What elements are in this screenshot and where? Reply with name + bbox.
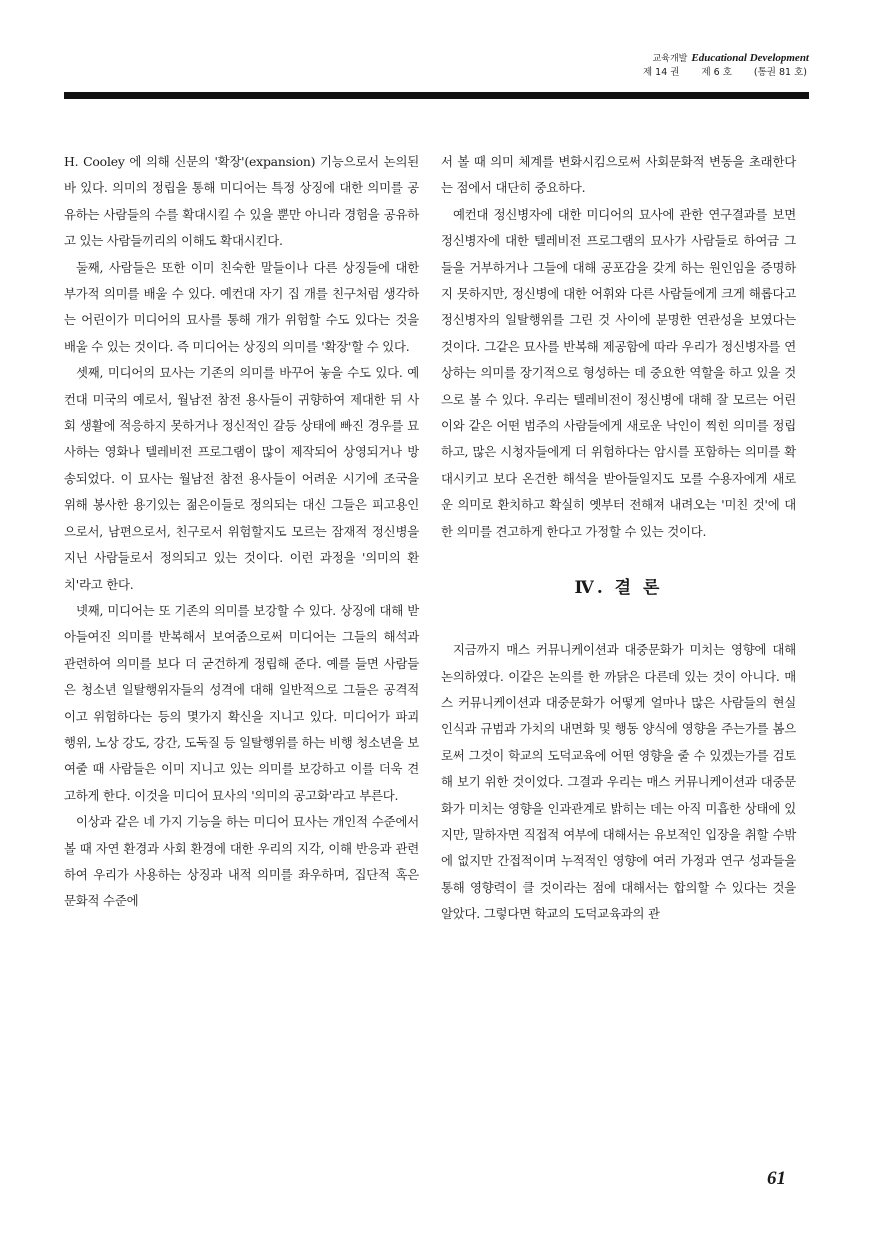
running-header xyxy=(0,0,869,100)
issue-info xyxy=(643,67,807,79)
paragraph: 셋째, 미디어의 묘사는 기존의 의미를 바꾸어 놓을 수도 있다. 예컨대 미국의 예로서, 월남전 참전 용사들이 귀향하여 제대한 뒤 사회 생활에 적응하지 못하거나 정신적인 갈등 상태에 빠진 경우를 묘사하는 영화나 텔레비전 프로그램이 많이 제작되어 상영되거나 방송되었다. 이 묘사는 월남전 참전 용사들이 어려운 시기에 조국을 위해 봉사한 용기있는 젊은이들로 정의되는 대신 그들은 피고용인으로서, 남편으로서, 친구로서 위험할지도 모르는 잠재적 정신병을 지닌 사람들로서 정의되고 있는 것이다. 이런 과정을 '의미의 환치'라고 한다. xyxy=(64,365,419,592)
paragraph: 서 볼 때 의미 체계를 변화시킴으로써 사회문화적 변동을 초래한다는 점에서 대단히 중요하다. xyxy=(441,154,796,196)
section-heading: Ⅳ. 결 론 xyxy=(574,577,663,598)
left-column xyxy=(64,149,419,915)
page-number: 61 xyxy=(767,1168,786,1189)
paragraph: 이상과 같은 네 가지 기능을 하는 미디어 묘사는 개인적 수준에서 볼 때 자연 환경과 사회 환경에 대한 우리의 지각, 이해 반응과 관련하여 우리가 사용하는 상징과 내적 의미를 좌우하며, 집단적 혹은 문화적 수준에 xyxy=(64,814,419,909)
paragraph: 넷째, 미디어는 또 기존의 의미를 보강할 수 있다. 상징에 대해 받아들여진 의미를 반복해서 보여줌으로써 미디어는 그들의 해석과 관련하여 의미를 보다 더 굳건하게 정립해 준다. 예를 들면 사람들은 청소년 일탈행위자들의 성격에 대해 일반적으로 그들은 공격적이고 위험하다는 등의 몇가지 확신을 지니고 있다. 미디어가 파괴 행위, 노상 강도, 강간, 도둑질 등 일탈행위를 하는 비행 청소년을 보여줄 때 사람들은 이미 지니고 있는 의미를 보강하고 이를 더욱 견고하게 한다. 이것을 미디어 묘사의 '의미의 공고화'라고 부른다. xyxy=(64,602,419,803)
paragraph: H. Cooley 에 의해 신문의 '확장'(expansion) 기능으로서 논의된 바 있다. 의미의 정립을 통해 미디어는 특정 상징에 대한 의미를 공유하는 사람들의 수를 확대시킬 수 있을 뿐만 아니라 경험을 공유하고 있는 사람들끼리의 이해도 확대시킨다. xyxy=(64,154,419,249)
journal-title-korean: 교육개발 xyxy=(652,54,688,64)
paragraph: 둘째, 사람들은 또한 이미 친숙한 말들이나 다른 상징들에 대한 부가적 의미를 배울 수 있다. 예컨대 자기 집 개를 친구처럼 생각하는 어린이가 미디어의 묘사를 통해 개가 위험할 수도 있다는 것을 배울 수 있는 것이다. 즉 미디어는 상징의 의미를 '확장'할 수 있다. xyxy=(64,259,419,354)
volume-number: 제 14 권 xyxy=(642,67,680,78)
issue-number: 제 6 호 xyxy=(701,67,732,78)
journal-title xyxy=(653,52,809,65)
paragraph: 지금까지 매스 커뮤니케이션과 대중문화가 미치는 영향에 대해 논의하였다. 이같은 논의를 한 까닭은 다른데 있는 것이 아니다. 매스 커뮤니케이션과 대중문화가 어떻게 얼마나 많은 사람들의 현실 인식과 규범과 가치의 내면화 및 행동 양식에 영향을 주는가를 봄으로써 그것이 학교의 도덕교육에 어떤 영향을 줄 수 있겠는가를 검토해 보기 위한 것이었다. 그결과 우리는 매스 커뮤니케이션과 대중문화가 미치는 영향을 인과관계로 밝히는 데는 아직 미흡한 상태에 있지만, 말하자면 직접적 여부에 대해서는 유보적인 입장을 취할 수밖에 없지만 간접적이며 누적적인 영향에 여러 가정과 연구 성과들을 통해 영향력이 클 것이라는 점에 대해서는 합의할 수 있다는 것을 알았다. 그렇다면 학교의 도덕교육과의 관 xyxy=(441,642,796,922)
right-column xyxy=(441,149,796,928)
serial-number: (통권 81 호) xyxy=(753,67,807,78)
header-rule xyxy=(64,92,809,99)
journal-title-english: Educational Development xyxy=(691,52,809,64)
paragraph: 예컨대 정신병자에 대한 미디어의 묘사에 관한 연구결과를 보면 정신병자에 대한 텔레비전 프로그램의 묘사가 사람들로 하여금 그들을 거부하거나 그들에 대해 공포감을 갖게 하는 원인임을 증명하지 못하지만, 정신병에 대한 어휘와 다른 사람들에게 크게 해롭다고 정신병자의 일탈행위를 그린 것 사이에 분명한 연관성을 보였다는 것이다. 그같은 묘사를 반복해 제공함에 따라 우리가 정신병자를 연상하는 의미를 장기적으로 형성하는 데 중요한 역할을 하고 있을 것으로 볼 수 있다. 우리는 텔레비전이 정신병에 대해 잘 모르는 어린이와 같은 어떤 범주의 사람들에게 새로운 낙인이 찍힌 의미를 정립하고, 많은 시청자들에게 더 위험하다는 암시를 포함하는 의미를 확대시키고 보다 온건한 해석을 받아들일지도 모를 수용자에게 새로운 의미로 환치하고 확실히 옛부터 전해져 내려오는 '미친 것'에 대한 의미를 견고하게 한다고 가정할 수 있는 것이다. xyxy=(441,206,796,539)
